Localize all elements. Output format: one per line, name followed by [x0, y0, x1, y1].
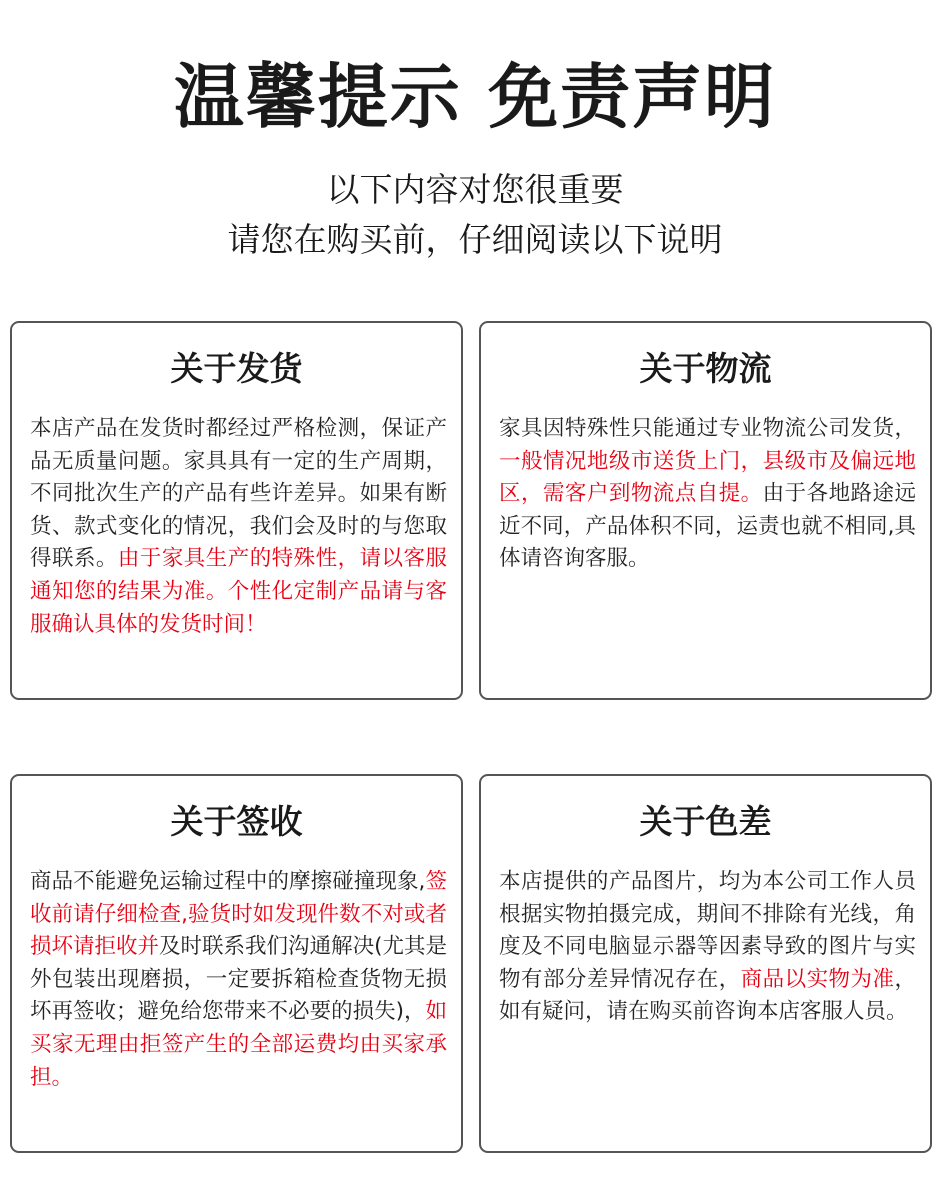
card-signing-title: 关于签收: [170, 802, 303, 841]
card-shipping-highlight: 由于家具生产的特殊性，请以客服通知您的结果为准。个性化定制产品请与客服确认具体的发货时间！: [30, 546, 447, 637]
subtitle-line-2: 请您在购买前，仔细阅读以下说明: [227, 220, 723, 259]
card-signing-highlight-1: 签收前请仔细检查,验货时如发现件数不对或者损坏请拒收并: [30, 869, 447, 960]
card-logistics-text-2: 由于各地路途远近不同，产品体积不同，运责也就不相同,具体请咨询客服。: [499, 481, 916, 572]
subtitle-line-1: 以下内容对您很重要: [326, 170, 624, 209]
card-color-title: 关于色差: [639, 802, 772, 841]
card-signing: [10, 774, 463, 1153]
card-logistics: [479, 321, 932, 700]
card-color-body: [499, 866, 916, 1029]
card-shipping: [10, 321, 463, 700]
card-shipping-title: 关于发货: [170, 349, 303, 388]
card-logistics-highlight: 一般情况地级市送货上门，县级市及偏远地区，需客户到物流点自提。: [499, 448, 916, 507]
card-signing-body: [30, 866, 447, 1094]
card-signing-text-2: 及时联系我们沟通解决(尤其是外包装出现磨损，一定要拆箱检查货物无损坏再签收；避免给您带来不必要的损失)，: [30, 934, 447, 1025]
card-logistics-body: [499, 413, 916, 576]
card-shipping-body: [30, 413, 447, 641]
card-logistics-title: 关于物流: [639, 349, 772, 388]
card-shipping-text: 本店产品在发货时都经过严格检测，保证产品无质量问题。家具具有一定的生产周期，不同批次生产的产品有些许差异。如果有断货、款式变化的情况，我们会及时的与您取得联系。: [30, 416, 447, 572]
card-signing-highlight-2: 如买家无理由拒签产生的全部运费均由买家承担。: [30, 999, 447, 1090]
card-color-highlight: 商品以实物为准: [740, 966, 895, 992]
page-title: 温馨提示 免责声明: [173, 56, 777, 138]
card-logistics-text-1: 家具因特殊性只能通过专业物流公司发货，: [499, 416, 916, 441]
card-color-difference: [479, 774, 932, 1153]
card-color-text-2: ，如有疑问，请在购买前咨询本店客服人员。: [499, 966, 916, 1025]
card-signing-text-1: 商品不能避免运输过程中的摩擦碰撞现象,: [30, 869, 426, 894]
card-color-text-1: 本店提供的产品图片，均为本公司工作人员根据实物拍摄完成，期间不排除有光线，角度及不同电脑显示器等因素导致的图片与实物有部分差异情况存在，: [499, 869, 916, 992]
